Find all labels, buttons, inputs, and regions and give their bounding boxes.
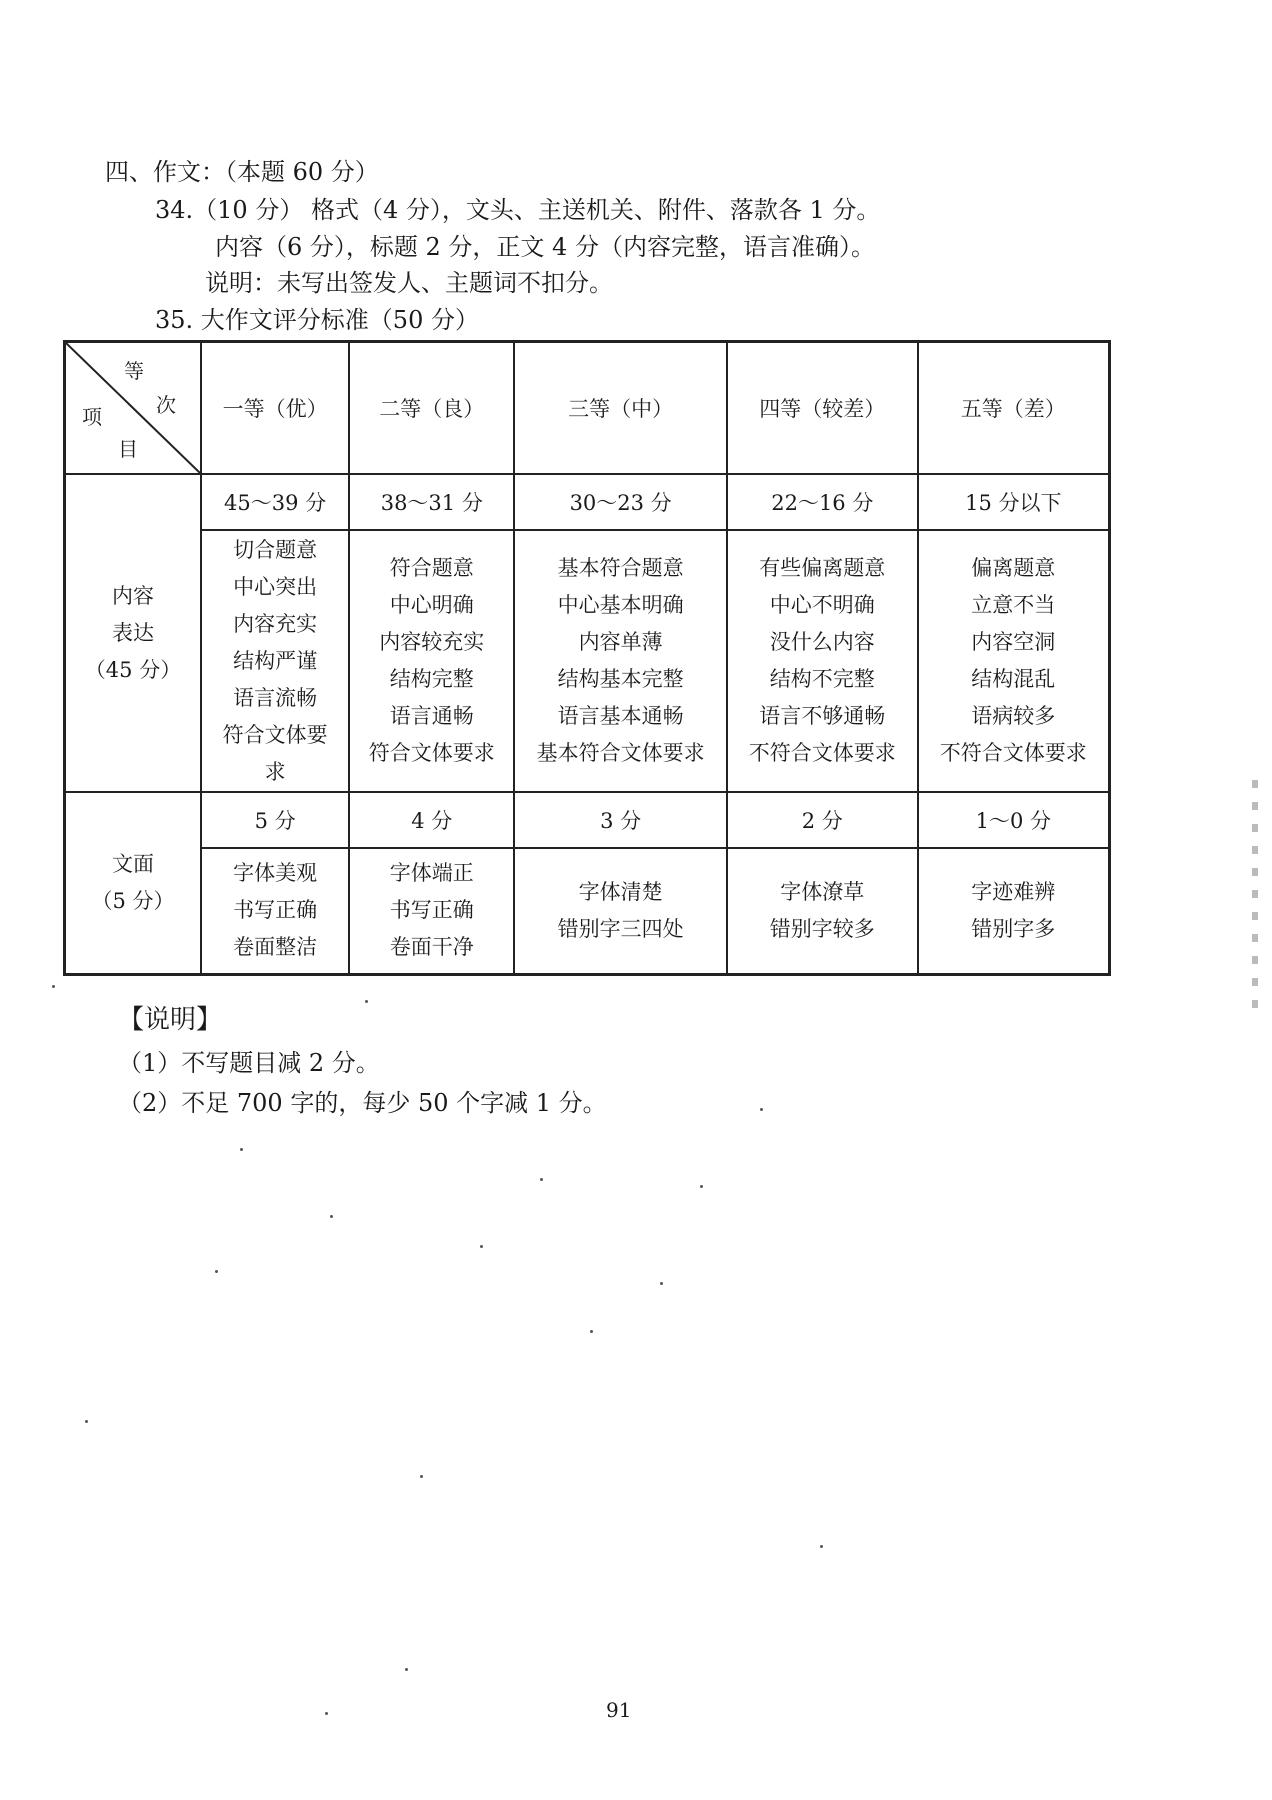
surface-label-cell [65,792,202,974]
corner-right-label: 次 [156,393,176,417]
q34-line-3: 说明：未写出签发人、主题词不扣分。 [205,269,613,297]
note-item: （1）不写题目减 2 分。 [118,1049,380,1077]
score-cell: 45～39 分 [201,474,349,530]
row-label: （45 分） [84,657,182,682]
criterion: 中心突出 [233,574,318,599]
corner-cell [65,342,202,475]
q34-line-2: 内容（6 分），标题 2 分，正文 4 分（内容完整，语言准确）。 [215,233,875,261]
criterion: 结构不完整 [769,667,875,691]
criterion: 没什么内容 [769,630,875,654]
scan-speck [660,1282,663,1285]
scan-speck [240,1148,243,1151]
criteria-cell [918,848,1110,974]
row-label: （5 分） [91,888,175,913]
score-cell: 3 分 [514,792,727,848]
criterion: 字体清楚 [578,879,663,904]
criterion: 符合题意 [389,556,474,580]
row-label: 表达 [112,620,154,645]
grade-header: 二等（良） [349,342,514,475]
criterion: 符合文体要求 [368,741,495,765]
note-item: （2）不足 700 字的，每少 50 个字减 1 分。 [118,1089,607,1117]
criteria-cell [918,530,1110,792]
scan-speck [85,1420,88,1423]
criterion: 切合题意 [233,537,318,562]
score-cell: 5 分 [201,792,349,848]
criterion: 语言流畅 [233,685,318,710]
scan-speck [540,1178,543,1181]
content-score-row [65,474,1110,530]
criterion: 结构混乱 [971,667,1056,691]
grade-header: 四等（较差） [727,342,918,475]
scan-speck [405,1668,408,1671]
criterion: 语言不够通畅 [759,704,886,728]
content-criteria-row [65,530,1110,792]
criteria-cell [201,530,349,792]
section-title: 四、作文：（本题 60 分） [105,158,379,186]
criterion: 错别字较多 [769,916,875,941]
score-cell: 30～23 分 [514,474,727,530]
score-cell: 1～0 分 [918,792,1110,848]
criterion: 结构严谨 [233,648,318,673]
scan-margin-artifact [1252,780,1258,1020]
scan-speck [420,1475,423,1478]
scan-speck [365,1000,368,1003]
criterion: 错别字三四处 [557,916,684,941]
criterion: 基本符合文体要求 [536,741,705,765]
score-cell: 15 分以下 [918,474,1110,530]
criterion: 语病较多 [971,704,1056,728]
criteria-cell [514,530,727,792]
criterion: 中心不明确 [769,593,875,617]
criteria-cell [201,848,349,974]
criteria-cell [349,848,514,974]
scan-speck [820,1545,823,1548]
criterion: 内容充实 [233,611,318,636]
row-label: 内容 [112,583,154,608]
criterion: 卷面整洁 [233,935,318,960]
header-row [65,342,1110,475]
corner-top-label: 等 [124,359,144,383]
row-label: 文面 [112,851,154,876]
criterion: 符合文体要 [222,722,328,747]
score-cell: 22～16 分 [727,474,918,530]
criteria-cell [727,530,918,792]
criterion: 字迹难辨 [971,879,1056,904]
q35-title: 35. 大作文评分标准（50 分） [155,306,479,334]
criterion: 中心基本明确 [557,593,684,617]
score-cell: 4 分 [349,792,514,848]
grade-header: 五等（差） [918,342,1110,475]
criterion: 结构完整 [389,667,474,691]
criterion: 错别字多 [971,916,1056,941]
scan-speck [700,1185,703,1188]
criterion: 立意不当 [971,593,1056,617]
corner-left-label: 项 [82,405,102,429]
criterion: 不符合文体要求 [939,741,1087,765]
criterion: 语言通畅 [389,704,474,728]
criterion: 书写正确 [389,898,474,923]
criterion: 求 [264,759,286,784]
content-label-cell [65,474,202,792]
scan-speck [325,1712,328,1715]
criterion: 基本符合题意 [557,556,684,580]
notes-title: 【说明】 [118,1005,223,1035]
criterion: 语言基本通畅 [557,704,684,728]
grade-header: 三等（中） [514,342,727,475]
surface-score-row [65,792,1110,848]
grade-header: 一等（优） [201,342,349,475]
criteria-cell [727,848,918,974]
criterion: 字体端正 [389,861,474,886]
criteria-cell [349,530,514,792]
criterion: 偏离题意 [971,556,1056,580]
scan-speck [590,1330,593,1333]
criterion: 内容较充实 [379,630,485,654]
criterion: 字体美观 [233,861,318,886]
surface-criteria-row [65,848,1110,974]
criterion: 内容空洞 [971,630,1056,654]
corner-bottom-label: 目 [118,437,138,461]
criterion: 结构基本完整 [557,667,684,691]
page-number: 91 [606,1698,632,1722]
criterion: 字体潦草 [780,879,865,904]
scan-speck [215,1270,218,1273]
scan-speck [52,985,55,988]
scan-speck [480,1245,483,1248]
scan-speck [330,1215,333,1218]
score-cell: 2 分 [727,792,918,848]
q34-line-1: 34.（10 分） 格式（4 分），文头、主送机关、附件、落款各 1 分。 [155,196,881,224]
scan-speck [760,1108,763,1111]
criterion: 中心明确 [389,593,474,617]
criterion: 书写正确 [233,898,318,923]
criterion: 不符合文体要求 [748,741,896,765]
rubric-table [63,340,1111,976]
criterion: 内容单薄 [578,630,663,654]
criteria-cell [514,848,727,974]
score-cell: 38～31 分 [349,474,514,530]
criterion: 卷面干净 [389,935,474,960]
criterion: 有些偏离题意 [759,556,886,580]
